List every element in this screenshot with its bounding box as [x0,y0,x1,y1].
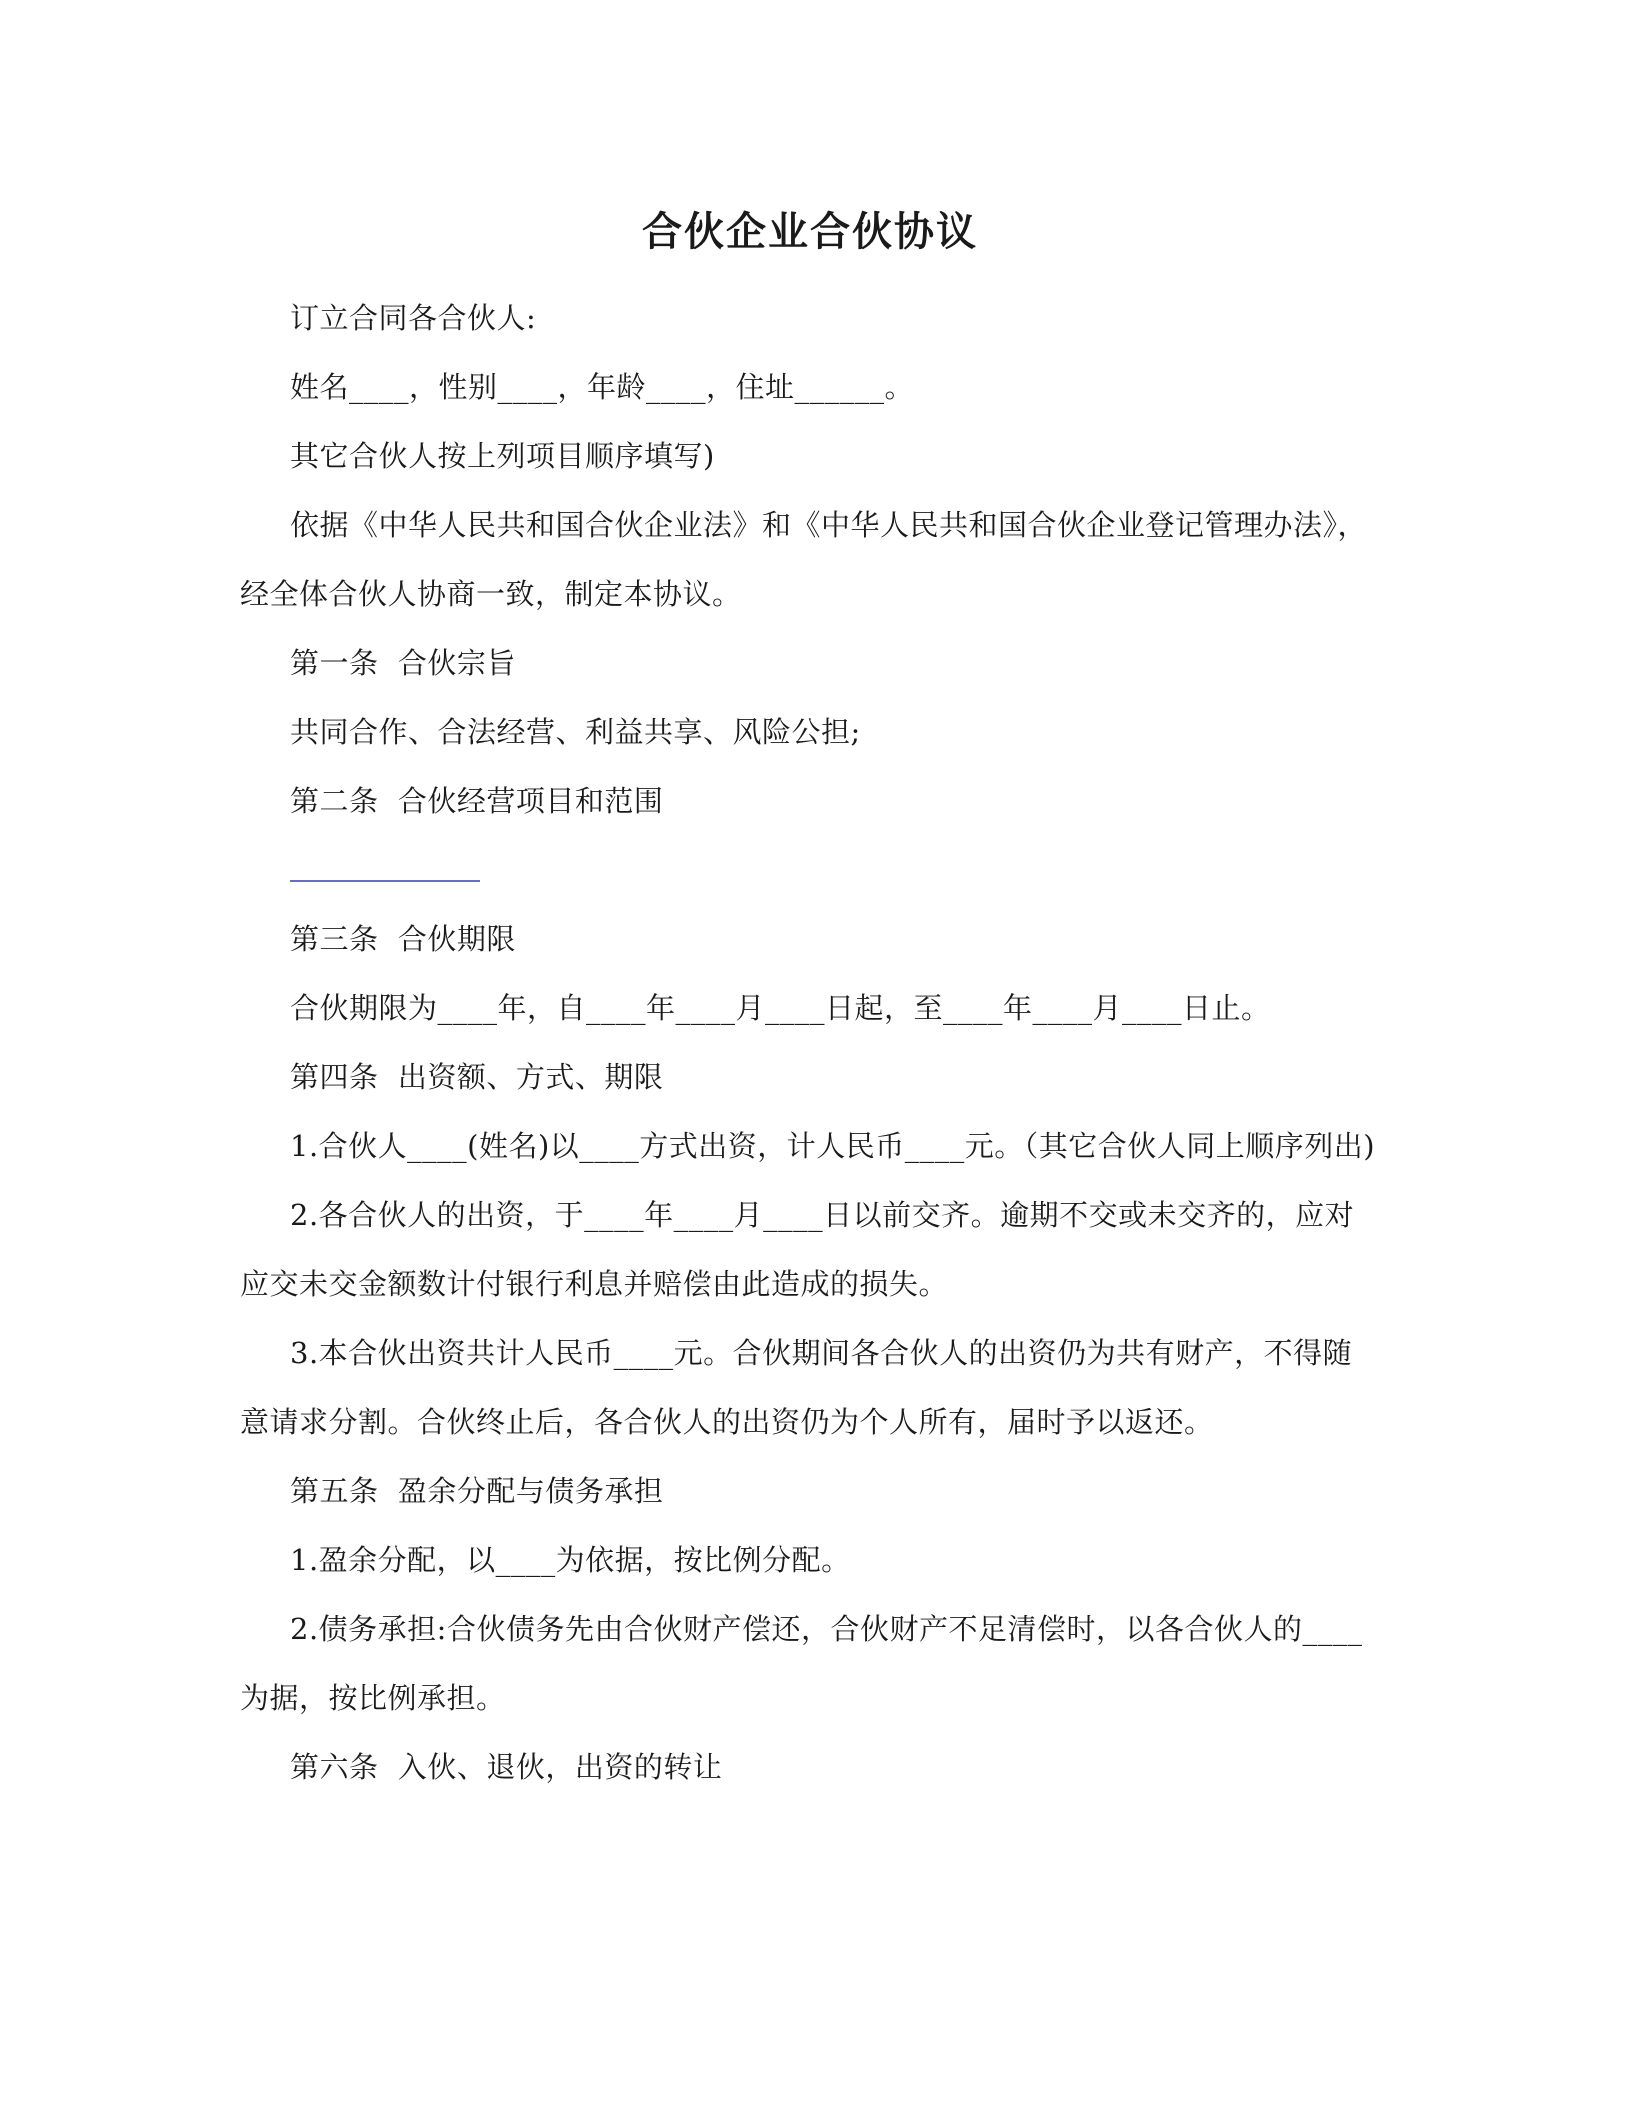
paragraph-other-partners-note: 其它合伙人按上列项目顺序填写) [290,439,715,473]
article-3-heading: 第三条 合伙期限 [290,922,516,956]
paragraph-legal-basis: 依据《中华人民共和国合伙企业法》和《中华人民共和国合伙企业登记管理办法》，经全体合伙人协商一致，制定本协议。 [240,508,1368,611]
article-5-item-2: 2.债务承担:合伙债务先由合伙财产偿还，合伙财产不足清偿时，以各合伙人的____为据，按比例承担。 [240,1612,1363,1715]
article-1-heading: 第一条 合伙宗旨 [290,646,516,680]
article-4-item-1: 1.合伙人____(姓名)以____方式出资，计人民币____元。（其它合伙人同上顺序列出) [290,1129,1376,1163]
paragraph-parties-heading: 订立合同各合伙人: [290,301,537,335]
article-4-item-3: 3.本合伙出资共计人民币____元。合伙期间各合伙人的出资仍为共有财产，不得随意请求分割。合伙终止后，各合伙人的出资仍为个人所有，届时予以返还。 [240,1336,1353,1439]
article-4-heading: 第四条 出资额、方式、期限 [290,1060,664,1094]
article-5-item-1: 1.盈余分配，以____为依据，按比例分配。 [290,1543,851,1577]
article-6-heading: 第六条 入伙、退伙，出资的转让 [290,1750,723,1784]
article-4-item-2: 2.各合伙人的出资，于____年____月____日以前交齐。逾期不交或未交齐的，应对应交未交金额数计付银行利息并赔偿由此造成的损失。 [240,1198,1355,1301]
blank-fill-line [290,836,480,905]
article-1-body: 共同合作、合法经营、利益共享、风险公担; [290,715,861,749]
article-3-body: 合伙期限为____年，自____年____月____日起，至____年____月____日止。 [290,991,1271,1025]
document-page [240,200,1380,1802]
document-title: 合伙企业合伙协议 [642,208,978,255]
paragraph-party-fields: 姓名____，性别____，年龄____，住址______。 [290,370,915,404]
article-2-heading: 第二条 合伙经营项目和范围 [290,784,664,818]
article-5-heading: 第五条 盈余分配与债务承担 [290,1474,664,1508]
